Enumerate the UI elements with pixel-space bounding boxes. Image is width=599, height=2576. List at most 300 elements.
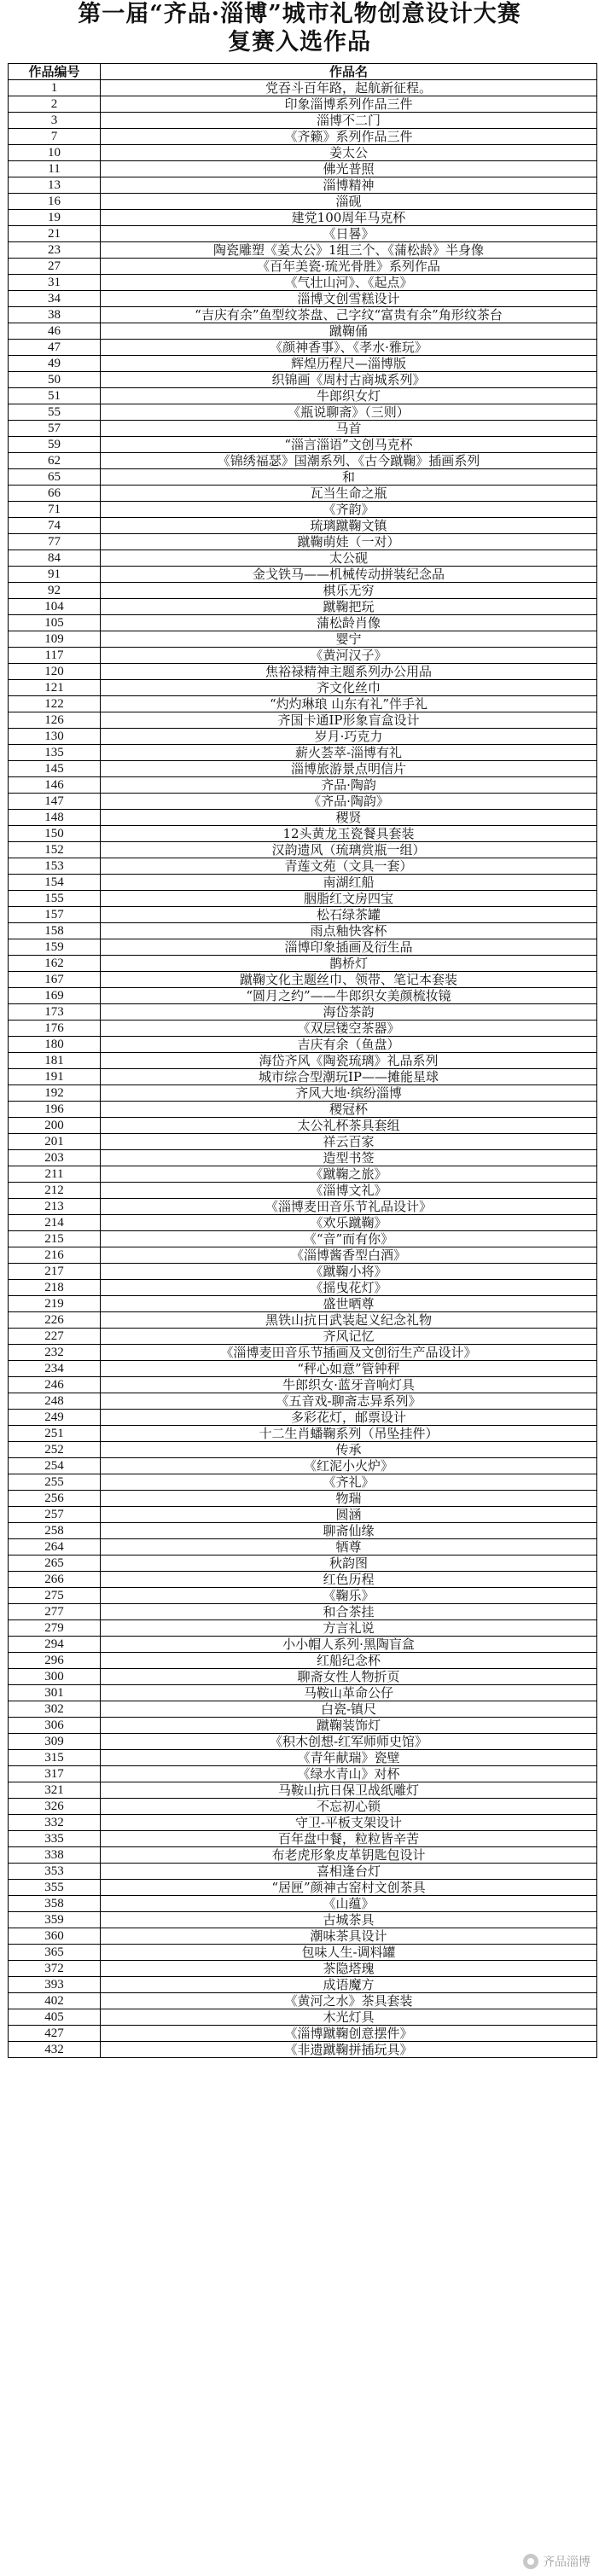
entry-number-cell: 62 bbox=[9, 453, 101, 469]
table-row bbox=[9, 275, 597, 291]
table-row bbox=[9, 826, 597, 842]
entry-name-cell: 《日晷》 bbox=[101, 226, 597, 242]
table-row bbox=[9, 291, 597, 307]
entry-number-cell: 405 bbox=[9, 2009, 101, 2026]
entry-name-cell: 齐风记忆 bbox=[101, 1329, 597, 1345]
entry-number-cell: 219 bbox=[9, 1296, 101, 1312]
table-row bbox=[9, 421, 597, 437]
entry-number-cell: 91 bbox=[9, 567, 101, 583]
entry-number-cell: 251 bbox=[9, 1426, 101, 1442]
entry-name-cell: 稷贤 bbox=[101, 810, 597, 826]
table-row bbox=[9, 745, 597, 761]
table-row bbox=[9, 712, 597, 729]
entry-number-cell: 3 bbox=[9, 113, 101, 129]
table-row bbox=[9, 307, 597, 323]
table-row bbox=[9, 80, 597, 96]
table-row bbox=[9, 1102, 597, 1118]
entry-name-cell: 《欢乐蹴鞠》 bbox=[101, 1215, 597, 1231]
entry-number-cell: 180 bbox=[9, 1037, 101, 1053]
entry-name-cell: 不忘初心锁 bbox=[101, 1799, 597, 1815]
entry-name-cell: 和 bbox=[101, 469, 597, 486]
entry-number-cell: 255 bbox=[9, 1474, 101, 1491]
table-row bbox=[9, 939, 597, 956]
table-row bbox=[9, 907, 597, 923]
table-row bbox=[9, 988, 597, 1004]
table-row bbox=[9, 453, 597, 469]
table-row bbox=[9, 1021, 597, 1037]
entry-name-cell: “秤心如意”管钟秤 bbox=[101, 1361, 597, 1377]
entry-name-cell: 城市综合型潮玩IP——摊能星球 bbox=[101, 1069, 597, 1085]
entry-name-cell: 婴宁 bbox=[101, 631, 597, 648]
entry-number-cell: 19 bbox=[9, 210, 101, 226]
table-row bbox=[9, 1085, 597, 1102]
entry-number-cell: 13 bbox=[9, 177, 101, 194]
entry-number-cell: 1 bbox=[9, 80, 101, 96]
entry-number-cell: 201 bbox=[9, 1134, 101, 1150]
entry-name-cell: 姜太公 bbox=[101, 145, 597, 161]
table-row bbox=[9, 437, 597, 453]
watermark bbox=[523, 2552, 590, 2571]
entry-number-cell: 200 bbox=[9, 1118, 101, 1134]
table-row bbox=[9, 1620, 597, 1637]
entry-number-cell: 335 bbox=[9, 1831, 101, 1847]
table-row bbox=[9, 1831, 597, 1847]
entry-number-cell: 155 bbox=[9, 891, 101, 907]
entry-name-cell: 《鞠乐》 bbox=[101, 1588, 597, 1604]
entry-name-cell: 小小帽人系列·黑陶盲盒 bbox=[101, 1637, 597, 1653]
table-row bbox=[9, 1491, 597, 1507]
entry-name-cell: 《气壮山河》、《起点》 bbox=[101, 275, 597, 291]
table-row bbox=[9, 1183, 597, 1199]
entry-number-cell: 432 bbox=[9, 2042, 101, 2058]
entry-number-cell: 146 bbox=[9, 777, 101, 794]
table-row bbox=[9, 1069, 597, 1085]
table-row bbox=[9, 777, 597, 794]
entry-name-cell: 《双层镂空茶器》 bbox=[101, 1021, 597, 1037]
entry-name-cell: 松石绿茶罐 bbox=[101, 907, 597, 923]
table-row bbox=[9, 599, 597, 615]
entry-number-cell: 306 bbox=[9, 1718, 101, 1734]
entry-name-cell: 齐国卡通IP形象盲盒设计 bbox=[101, 712, 597, 729]
table-row bbox=[9, 1701, 597, 1718]
table-row bbox=[9, 96, 597, 113]
entry-number-cell: 46 bbox=[9, 323, 101, 340]
entry-number-cell: 315 bbox=[9, 1750, 101, 1766]
table-row bbox=[9, 1361, 597, 1377]
table-row bbox=[9, 323, 597, 340]
table-row bbox=[9, 1345, 597, 1361]
entry-number-cell: 211 bbox=[9, 1166, 101, 1183]
entry-name-cell: 《绿水青山》对杯 bbox=[101, 1766, 597, 1782]
entry-name-cell: 淄砚 bbox=[101, 194, 597, 210]
entry-name-cell: 陶瓷雕塑《姜太公》1组三个、《蒲松龄》半身像 bbox=[101, 242, 597, 259]
entry-name-cell: 岁月·巧克力 bbox=[101, 729, 597, 745]
entry-name-cell: 党吞斗百年路，起航新征程。 bbox=[101, 80, 597, 96]
entry-number-cell: 326 bbox=[9, 1799, 101, 1815]
entry-number-cell: 216 bbox=[9, 1247, 101, 1264]
entry-name-cell: 太公砚 bbox=[101, 550, 597, 567]
entry-name-cell: “吉庆有余”鱼型纹茶盘、己字纹“富贵有余”角形纹茶台 bbox=[101, 307, 597, 323]
entry-number-cell: 159 bbox=[9, 939, 101, 956]
entry-number-cell: 402 bbox=[9, 1993, 101, 2009]
entry-number-cell: 104 bbox=[9, 599, 101, 615]
table-row bbox=[9, 1685, 597, 1701]
table-row bbox=[9, 923, 597, 939]
table-row bbox=[9, 1410, 597, 1426]
table-row bbox=[9, 1928, 597, 1945]
table-row bbox=[9, 226, 597, 242]
entry-name-cell: 鹊桥灯 bbox=[101, 956, 597, 972]
table-row bbox=[9, 875, 597, 891]
entry-number-cell: 50 bbox=[9, 372, 101, 388]
entry-name-cell: 木光灯具 bbox=[101, 2009, 597, 2026]
table-row bbox=[9, 1329, 597, 1345]
table-row bbox=[9, 1053, 597, 1069]
entry-number-cell: 130 bbox=[9, 729, 101, 745]
table-row bbox=[9, 1166, 597, 1183]
entry-name-cell: 《黄河之水》茶具套装 bbox=[101, 1993, 597, 2009]
table-row bbox=[9, 1118, 597, 1134]
table-row bbox=[9, 1377, 597, 1393]
entry-name-cell: 《齐礼》 bbox=[101, 1474, 597, 1491]
table-row bbox=[9, 1669, 597, 1685]
entry-name-cell: 《齐品·陶韵》 bbox=[101, 794, 597, 810]
entry-number-cell: 279 bbox=[9, 1620, 101, 1637]
table-row bbox=[9, 1507, 597, 1523]
table-row bbox=[9, 2009, 597, 2026]
table-row bbox=[9, 372, 597, 388]
table-row bbox=[9, 404, 597, 421]
entry-name-cell: 秋韵图 bbox=[101, 1555, 597, 1572]
entry-name-cell: 古城茶具 bbox=[101, 1912, 597, 1928]
entry-name-cell: 《蹴鞠小将》 bbox=[101, 1264, 597, 1280]
entry-name-cell: 牺尊 bbox=[101, 1539, 597, 1555]
table-row bbox=[9, 1718, 597, 1734]
table-row bbox=[9, 1426, 597, 1442]
entry-number-cell: 120 bbox=[9, 664, 101, 680]
table-row bbox=[9, 794, 597, 810]
entry-number-cell: 359 bbox=[9, 1912, 101, 1928]
entry-name-cell: 《五音戏-聊斋志异系列》 bbox=[101, 1393, 597, 1410]
entry-name-cell: 物瑞 bbox=[101, 1491, 597, 1507]
entry-name-cell: 聊斋女性人物折页 bbox=[101, 1669, 597, 1685]
table-row bbox=[9, 1782, 597, 1799]
table-row bbox=[9, 567, 597, 583]
entry-name-cell: 蹴鞠萌娃（一对） bbox=[101, 534, 597, 550]
entry-name-cell: 稷冠杯 bbox=[101, 1102, 597, 1118]
entry-number-cell: 21 bbox=[9, 226, 101, 242]
page-title bbox=[0, 0, 599, 61]
table-row bbox=[9, 550, 597, 567]
entry-number-cell: 92 bbox=[9, 583, 101, 599]
entry-name-cell: 《齐韵》 bbox=[101, 502, 597, 518]
table-row bbox=[9, 1604, 597, 1620]
entry-number-cell: 158 bbox=[9, 923, 101, 939]
entry-number-cell: 256 bbox=[9, 1491, 101, 1507]
table-row bbox=[9, 1458, 597, 1474]
table-row bbox=[9, 1393, 597, 1410]
entry-number-cell: 393 bbox=[9, 1977, 101, 1993]
table-row bbox=[9, 388, 597, 404]
entry-name-cell: 喜相逢台灯 bbox=[101, 1864, 597, 1880]
entry-number-cell: 176 bbox=[9, 1021, 101, 1037]
entry-name-cell: 《非遗蹴鞠拼插玩具》 bbox=[101, 2042, 597, 2058]
entry-number-cell: 212 bbox=[9, 1183, 101, 1199]
entry-number-cell: 294 bbox=[9, 1637, 101, 1653]
entry-number-cell: 248 bbox=[9, 1393, 101, 1410]
entry-number-cell: 34 bbox=[9, 291, 101, 307]
table-row bbox=[9, 1880, 597, 1896]
entry-number-cell: 121 bbox=[9, 680, 101, 696]
entry-name-cell: 淄博精神 bbox=[101, 177, 597, 194]
entry-name-cell: “淄言淄语”文创马克杯 bbox=[101, 437, 597, 453]
entry-number-cell: 154 bbox=[9, 875, 101, 891]
entry-name-cell: 成语魔方 bbox=[101, 1977, 597, 1993]
entry-name-cell: 马鞍山抗日保卫战纸雕灯 bbox=[101, 1782, 597, 1799]
table-row bbox=[9, 1912, 597, 1928]
table-row bbox=[9, 2042, 597, 2058]
entry-name-cell: 佛光普照 bbox=[101, 161, 597, 177]
entry-number-cell: 65 bbox=[9, 469, 101, 486]
entry-name-cell: 蹴鞠把玩 bbox=[101, 599, 597, 615]
entry-number-cell: 252 bbox=[9, 1442, 101, 1458]
entry-number-cell: 51 bbox=[9, 388, 101, 404]
entry-number-cell: 302 bbox=[9, 1701, 101, 1718]
entry-name-cell: 《齐籁》系列作品三件 bbox=[101, 129, 597, 145]
entry-name-cell: 汉韵遗风（琉璃赏瓶一组） bbox=[101, 842, 597, 858]
table-body bbox=[9, 80, 597, 2058]
entry-name-cell: 印象淄博系列作品三件 bbox=[101, 96, 597, 113]
table-row bbox=[9, 1134, 597, 1150]
title-line-2: 复赛入选作品 bbox=[228, 29, 371, 55]
table-row bbox=[9, 177, 597, 194]
table-row bbox=[9, 1264, 597, 1280]
entry-name-cell: 《红泥小火炉》 bbox=[101, 1458, 597, 1474]
table-row bbox=[9, 1766, 597, 1782]
table-row bbox=[9, 1555, 597, 1572]
table-row bbox=[9, 1815, 597, 1831]
entry-number-cell: 232 bbox=[9, 1345, 101, 1361]
entry-number-cell: 47 bbox=[9, 340, 101, 356]
table-row bbox=[9, 1896, 597, 1912]
table-header-row bbox=[9, 64, 597, 80]
entry-number-cell: 277 bbox=[9, 1604, 101, 1620]
entry-number-cell: 169 bbox=[9, 988, 101, 1004]
entry-name-cell: 《淄博酱香型白酒》 bbox=[101, 1247, 597, 1264]
entry-name-cell: 焦裕禄精神主题系列办公用品 bbox=[101, 664, 597, 680]
table-row bbox=[9, 1231, 597, 1247]
entry-number-cell: 27 bbox=[9, 259, 101, 275]
entry-number-cell: 84 bbox=[9, 550, 101, 567]
entry-number-cell: 59 bbox=[9, 437, 101, 453]
entry-number-cell: 135 bbox=[9, 745, 101, 761]
entries-table-container bbox=[8, 63, 596, 2568]
entry-number-cell: 153 bbox=[9, 858, 101, 875]
table-row bbox=[9, 1945, 597, 1961]
entry-number-cell: 71 bbox=[9, 502, 101, 518]
table-row bbox=[9, 534, 597, 550]
entry-name-cell: 《锦绣福瑟》国潮系列、《古今蹴鞠》插画系列 bbox=[101, 453, 597, 469]
table-row bbox=[9, 1150, 597, 1166]
entry-name-cell: 圆涵 bbox=[101, 1507, 597, 1523]
entry-name-cell: 红船纪念杯 bbox=[101, 1653, 597, 1669]
entry-number-cell: 117 bbox=[9, 648, 101, 664]
entry-name-cell: 黑铁山抗日武装起义纪念礼物 bbox=[101, 1312, 597, 1329]
entry-number-cell: 217 bbox=[9, 1264, 101, 1280]
entry-name-cell: 布老虎形象皮革钥匙包设计 bbox=[101, 1847, 597, 1864]
entry-name-cell: 传承 bbox=[101, 1442, 597, 1458]
entry-name-cell: 祥云百家 bbox=[101, 1134, 597, 1150]
entry-number-cell: 321 bbox=[9, 1782, 101, 1799]
entry-name-cell: 织锦画《周村古商城系列》 bbox=[101, 372, 597, 388]
table-row bbox=[9, 340, 597, 356]
entry-name-cell: 牛郎织女灯 bbox=[101, 388, 597, 404]
entry-name-cell: 《“音”而有你》 bbox=[101, 1231, 597, 1247]
table-row bbox=[9, 486, 597, 502]
entry-name-cell: 辉煌历程尺—淄博版 bbox=[101, 356, 597, 372]
entry-number-cell: 23 bbox=[9, 242, 101, 259]
entry-number-cell: 147 bbox=[9, 794, 101, 810]
entry-name-cell: 百年盘中餐，粒粒皆辛苦 bbox=[101, 1831, 597, 1847]
table-row bbox=[9, 1864, 597, 1880]
entry-number-cell: 57 bbox=[9, 421, 101, 437]
table-row bbox=[9, 1247, 597, 1264]
entry-number-cell: 257 bbox=[9, 1507, 101, 1523]
table-row bbox=[9, 1523, 597, 1539]
table-row bbox=[9, 1750, 597, 1766]
entry-name-cell: 方言礼说 bbox=[101, 1620, 597, 1637]
table-row bbox=[9, 1037, 597, 1053]
table-row bbox=[9, 1653, 597, 1669]
entry-number-cell: 173 bbox=[9, 1004, 101, 1021]
table-row bbox=[9, 956, 597, 972]
entry-name-cell: 蒲松龄肖像 bbox=[101, 615, 597, 631]
entry-number-cell: 226 bbox=[9, 1312, 101, 1329]
entry-number-cell: 218 bbox=[9, 1280, 101, 1296]
entry-number-cell: 162 bbox=[9, 956, 101, 972]
entries-table bbox=[8, 63, 597, 2058]
entry-number-cell: 301 bbox=[9, 1685, 101, 1701]
table-row bbox=[9, 1442, 597, 1458]
entry-number-cell: 167 bbox=[9, 972, 101, 988]
table-row bbox=[9, 631, 597, 648]
entry-name-cell: 淄博文创雪糕设计 bbox=[101, 291, 597, 307]
entry-name-cell: 聊斋仙缘 bbox=[101, 1523, 597, 1539]
table-row bbox=[9, 891, 597, 907]
entry-number-cell: 145 bbox=[9, 761, 101, 777]
entry-number-cell: 196 bbox=[9, 1102, 101, 1118]
entry-name-cell: 太公礼杯茶具套组 bbox=[101, 1118, 597, 1134]
entry-name-cell: 马首 bbox=[101, 421, 597, 437]
table-row bbox=[9, 1199, 597, 1215]
table-row bbox=[9, 113, 597, 129]
table-row bbox=[9, 1993, 597, 2009]
entry-number-cell: 77 bbox=[9, 534, 101, 550]
entry-name-cell: 多彩花灯，邮票设计 bbox=[101, 1410, 597, 1426]
entry-number-cell: 2 bbox=[9, 96, 101, 113]
entry-name-cell: 白瓷-镇尺 bbox=[101, 1701, 597, 1718]
entry-number-cell: 227 bbox=[9, 1329, 101, 1345]
entry-number-cell: 332 bbox=[9, 1815, 101, 1831]
entry-name-cell: 《摇曳花灯》 bbox=[101, 1280, 597, 1296]
entry-name-cell: 茶隐塔瑰 bbox=[101, 1961, 597, 1977]
entry-number-cell: 11 bbox=[9, 161, 101, 177]
entry-number-cell: 275 bbox=[9, 1588, 101, 1604]
entry-name-cell: 潮味茶具设计 bbox=[101, 1928, 597, 1945]
entry-name-cell: 马鞍山革命公仔 bbox=[101, 1685, 597, 1701]
entry-number-cell: 258 bbox=[9, 1523, 101, 1539]
table-row bbox=[9, 2026, 597, 2042]
entry-number-cell: 105 bbox=[9, 615, 101, 631]
entry-number-cell: 317 bbox=[9, 1766, 101, 1782]
entry-number-cell: 203 bbox=[9, 1150, 101, 1166]
table-row bbox=[9, 469, 597, 486]
header-entry-number: 作品编号 bbox=[9, 64, 101, 80]
entry-number-cell: 355 bbox=[9, 1880, 101, 1896]
entry-name-cell: 牛郎织女·蓝牙音响灯具 bbox=[101, 1377, 597, 1393]
entry-name-cell: 蹴鞠俑 bbox=[101, 323, 597, 340]
table-row bbox=[9, 696, 597, 712]
entry-number-cell: 7 bbox=[9, 129, 101, 145]
table-row bbox=[9, 242, 597, 259]
entry-number-cell: 16 bbox=[9, 194, 101, 210]
table-row bbox=[9, 664, 597, 680]
entry-number-cell: 358 bbox=[9, 1896, 101, 1912]
entry-name-cell: 南湖红船 bbox=[101, 875, 597, 891]
wechat-account-icon bbox=[523, 2554, 538, 2569]
entry-name-cell: 棋乐无穷 bbox=[101, 583, 597, 599]
entry-number-cell: 126 bbox=[9, 712, 101, 729]
entry-number-cell: 157 bbox=[9, 907, 101, 923]
entry-name-cell: “居匣”颜神古窑村文创茶具 bbox=[101, 1880, 597, 1896]
entry-name-cell: 《积木创想-红军师师史馆》 bbox=[101, 1734, 597, 1750]
entry-name-cell: 《淄博文礼》 bbox=[101, 1183, 597, 1199]
entry-number-cell: 309 bbox=[9, 1734, 101, 1750]
table-row bbox=[9, 1312, 597, 1329]
entry-number-cell: 254 bbox=[9, 1458, 101, 1474]
header-entry-name: 作品名 bbox=[101, 64, 597, 80]
entry-name-cell: 十二生肖蟠鞠系列（吊坠挂件） bbox=[101, 1426, 597, 1442]
entry-number-cell: 249 bbox=[9, 1410, 101, 1426]
entry-name-cell: 造型书签 bbox=[101, 1150, 597, 1166]
entry-name-cell: 《淄博麦田音乐节礼品设计》 bbox=[101, 1199, 597, 1215]
watermark-text: 齐品淄博 bbox=[543, 2556, 590, 2569]
table-row bbox=[9, 1474, 597, 1491]
table-row bbox=[9, 194, 597, 210]
entry-name-cell: 12头黄龙玉瓷餐具套装 bbox=[101, 826, 597, 842]
table-row bbox=[9, 1296, 597, 1312]
entry-number-cell: 353 bbox=[9, 1864, 101, 1880]
entry-name-cell: 齐风大地·缤纷淄博 bbox=[101, 1085, 597, 1102]
table-row bbox=[9, 583, 597, 599]
entry-name-cell: 齐文化丝巾 bbox=[101, 680, 597, 696]
entry-name-cell: 海岱茶韵 bbox=[101, 1004, 597, 1021]
table-row bbox=[9, 1734, 597, 1750]
entry-number-cell: 246 bbox=[9, 1377, 101, 1393]
entry-name-cell: “灼灼琳琅 山东有礼”伴手礼 bbox=[101, 696, 597, 712]
entry-name-cell: 吉庆有余（鱼盘） bbox=[101, 1037, 597, 1053]
table-row bbox=[9, 161, 597, 177]
entry-name-cell: 胭脂红文房四宝 bbox=[101, 891, 597, 907]
entry-name-cell: 瓦当生命之瓶 bbox=[101, 486, 597, 502]
table-row bbox=[9, 615, 597, 631]
entry-name-cell: 包味人生-调料罐 bbox=[101, 1945, 597, 1961]
entry-number-cell: 152 bbox=[9, 842, 101, 858]
entry-number-cell: 296 bbox=[9, 1653, 101, 1669]
entry-name-cell: 《蹴鞠之旅》 bbox=[101, 1166, 597, 1183]
table-row bbox=[9, 680, 597, 696]
entry-name-cell: 琉璃蹴鞠文镇 bbox=[101, 518, 597, 534]
